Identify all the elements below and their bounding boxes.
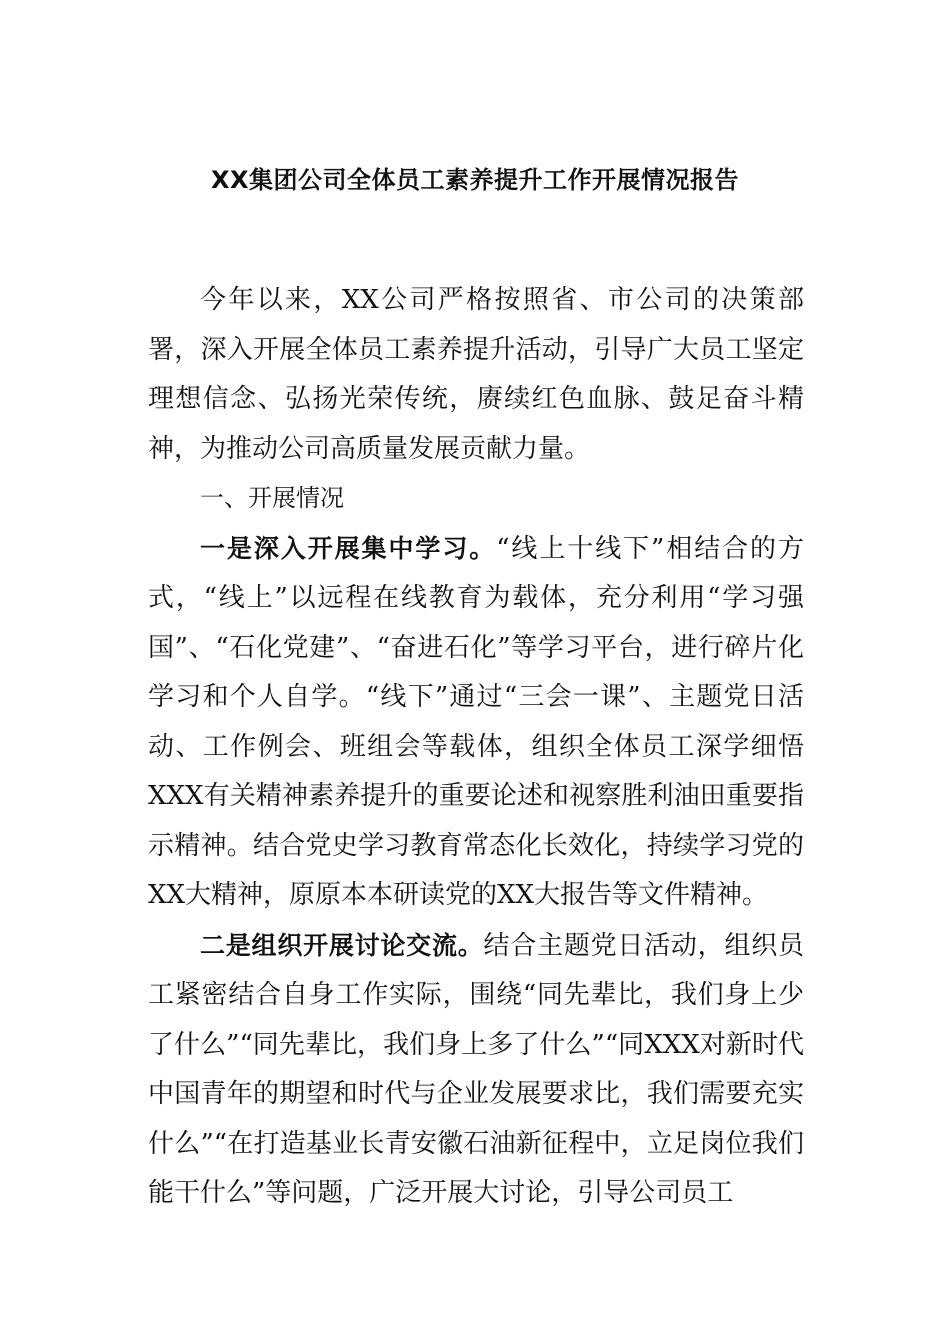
item-lead-1: 一是深入开展集中学习。 [200, 533, 497, 563]
document-title: XX集团公司全体员工素养提升工作开展情况报告 [210, 166, 739, 194]
section-heading: 一、开展情况 [200, 484, 344, 512]
document-body [148, 276, 804, 1219]
item-paragraph-1 [148, 524, 804, 921]
item-lead-2: 二是组织开展讨论交流。 [200, 930, 484, 960]
item-text-2: 结合主题党日活动，组织员工紧密结合自身工作实际，围绕“同先辈比，我们身上少了什么”“同先辈比，我们身上多了什么”“同XXX对新时代中国青年的期望和时代与企业发展要求比，我们需要充实什么”“在打造基业长青安徽石油新征程中，立足岗位我们能干什么”等问题，广泛开展大讨论，引导公司员工 [148, 930, 804, 1208]
item-text-1: “线上十线下”相结合的方式，“线上”以远程在线教育为载体，充分利用“学习强国”、“石化党建”、“奋进石化”等学习平台，进行碎片化学习和个人自学。“线下”通过“三会一课”、主题党日活动、工作例会、班组会等载体，组织全体员工深学细悟XXX有关精神素养提升的重要论述和视察胜利油田重要指示精神。结合党史学习教育常态化长效化，持续学习党的XX大精神，原原本本研读党的XX大报告等文件精神。 [148, 533, 804, 910]
item-paragraph-2 [148, 921, 804, 1219]
intro-paragraph: 今年以来，XX公司严格按照省、市公司的决策部署，深入开展全体员工素养提升活动，引导广大员工坚定理想信念、弘扬光荣传统，赓续红色血脉、鼓足奋斗精神，为推动公司高质量发展贡献力量。 [148, 285, 804, 464]
